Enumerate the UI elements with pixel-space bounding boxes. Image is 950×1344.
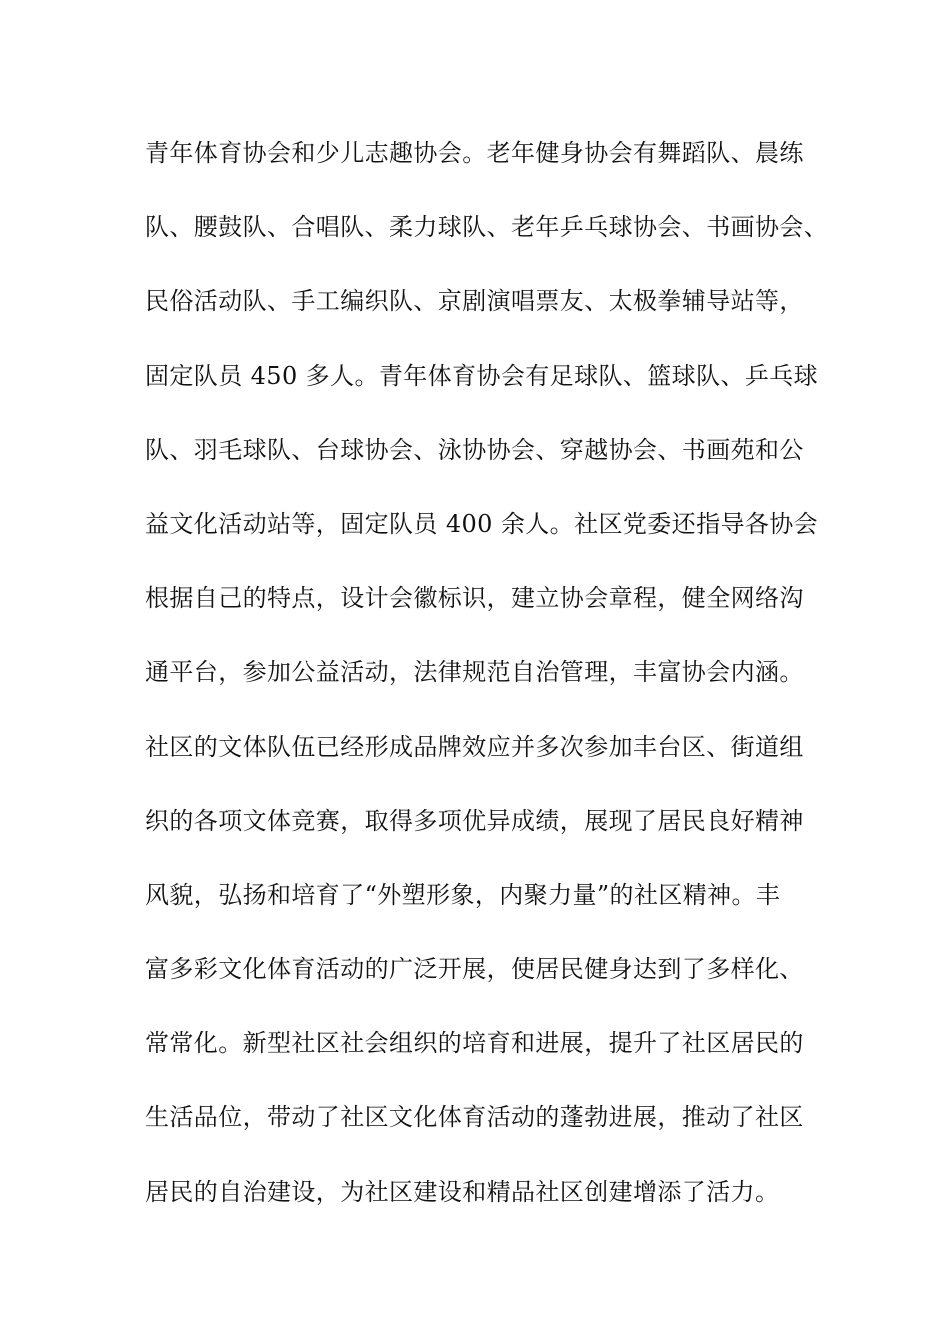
text-line: 社区的文体队伍已经形成品牌效应并多次参加丰台区、街道组 (145, 732, 804, 761)
text-line: 织的各项文体竞赛，取得多项优异成绩，展现了居民良好精神 (145, 806, 804, 835)
text-line: 队、腰鼓队、合唱队、柔力球队、老年乒乓球协会、书画协会、 (145, 213, 829, 242)
text-line: 根据自己的特点，设计会徽标识，建立协会章程，健全网络沟 (145, 584, 804, 613)
body-paragraph (145, 129, 835, 1242)
text-line: 常常化。新型社区社会组织的培育和进展，提升了社区居民的 (145, 1029, 804, 1058)
text-line: 生活品位，带动了社区文化体育活动的蓬勃进展，推动了社区 (145, 1103, 804, 1132)
text-line: 风貌，弘扬和培育了“外塑形象，内聚力量”的社区精神。丰 (145, 880, 781, 909)
text-line: 益文化活动站等，固定队员 400 余人。社区党委还指导各协会 (145, 509, 819, 538)
text-line: 富多彩文化体育活动的广泛开展，使居民健身达到了多样化、 (145, 955, 804, 984)
text-line: 居民的自治建设，为社区建设和精品社区创建增添了活力。 (145, 1177, 780, 1206)
text-line: 固定队员 450 多人。青年体育协会有足球队、篮球队、乒乓球 (145, 361, 819, 390)
text-line: 通平台，参加公益活动，法律规范自治管理，丰富协会内涵。 (145, 658, 804, 687)
text-line: 青年体育协会和少儿志趣协会。老年健身协会有舞蹈队、晨练 (145, 139, 804, 167)
text-line: 队、羽毛球队、台球协会、泳协协会、穿越协会、书画苑和公 (145, 435, 804, 464)
text-line: 民俗活动队、手工编织队、京剧演唱票友、太极拳辅导站等， (145, 287, 804, 316)
